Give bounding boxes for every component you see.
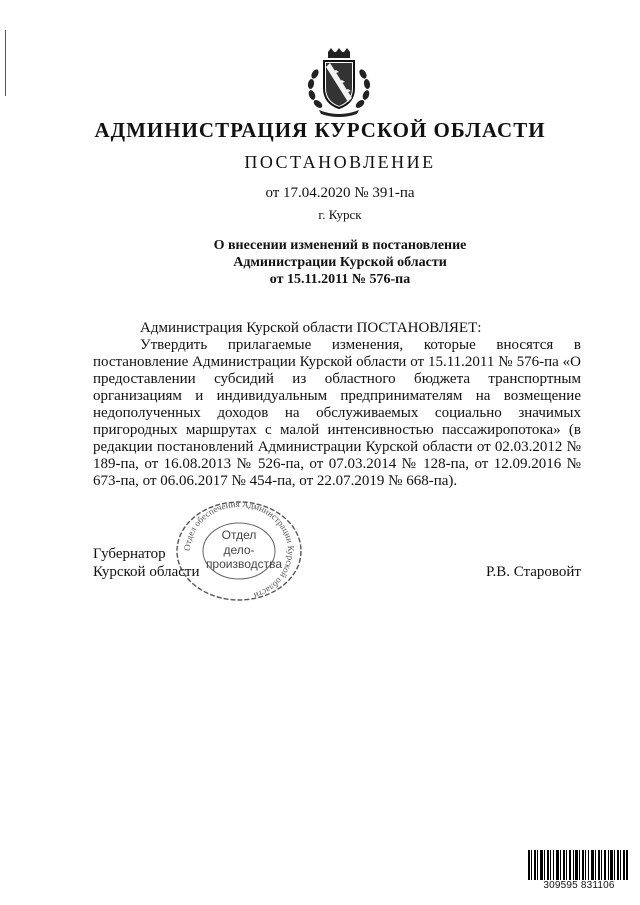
body-paragraph: Утвердить прилагаемые изменения, которые вносятся в постановление Администрации Курской области от 15.11.2011 № 576-па «О предоставлении субсидий из областного бюджета транспортным организациям и индивидуальным предпринимателям на возмещение недополученных доходов на обслуживаемых социально значимых пригородных маршрутах с малой интенсивностью пассажиропотока» (в редакции постановлений Администрации Курской области от 02.03.2012 № 189-па, от 16.08.2013 № 526-па, от 07.03.2014 № 128-па, от 12.09.2016 № 673-па, от 06.06.2017 № 454-па, от 22.07.2019 № 668-па). (93, 337, 581, 489)
stamp-center-line-3: производства (205, 557, 283, 571)
scan-edge-line (5, 30, 6, 96)
stamp-ring-text: Отдел обеспечения Администрации Курской области (181, 498, 297, 601)
document-type: ПОСТАНОВЛЕНИЕ (244, 152, 436, 172)
signatory-position-line-2: Курской области (93, 563, 200, 580)
stamp-center-line-1: Отдел (221, 528, 257, 542)
body-intro: Администрация Курской области ПОСТАНОВЛЯЕТ: (140, 320, 482, 336)
document-city: г. Курск (318, 207, 362, 222)
organization-title: АДМИНИСТРАЦИЯ КУРСКОЙ ОБЛАСТИ (94, 118, 546, 142)
barcode-digits: 309595 831106 (526, 880, 632, 891)
subject-line-2: Администрации Курской области (233, 255, 447, 270)
signatory-position-line-1: Губернатор (93, 546, 166, 562)
document-date-number: от 17.04.2020 № 391-па (265, 185, 415, 201)
signatory-name: Р.В. Старовойт (486, 564, 581, 580)
stamp-center-line-2: дело- (223, 543, 255, 557)
signatory-position (93, 546, 199, 581)
kursk-coat-of-arms-icon (301, 48, 377, 118)
subject-line-3: от 15.11.2011 № 576-па (269, 272, 411, 287)
document-subject (20, 237, 640, 288)
subject-line-1: О внесении изменений в постановление (213, 238, 467, 253)
document-body (93, 320, 581, 490)
